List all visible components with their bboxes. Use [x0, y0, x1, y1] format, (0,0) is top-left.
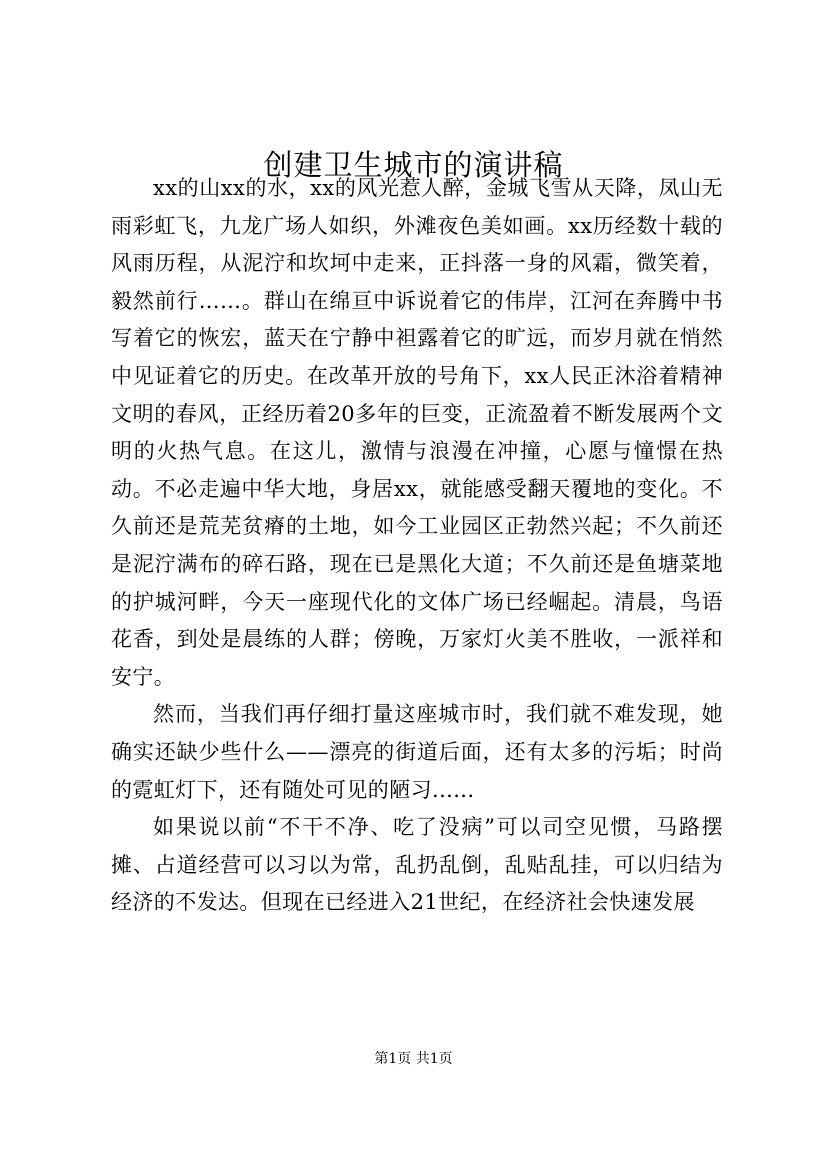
page-footer: 第1页 共1页	[374, 1051, 453, 1067]
paragraph-1: xx的山xx的水，xx的风光惹人醉，金城飞雪从天降，凤山无雨彩虹飞，九龙广场人如织，外滩夜色美如画。xx历经数十载的风雨历程，从泥泞和坎坷中走来，正抖落一身的风霜，微笑着，毅然前行……。群山在绵亘中诉说着它的伟岸，江河在奔腾中书写着它的恢宏，蓝天在宁静中袒露着它的旷远，而岁月就在悄然中见证着它的历史。在改革开放的号角下，xx人民正沐浴着精神文明的春风，正经历着20多年的巨变，正流盈着不断发展两个文明的火热气息。在这儿，激情与浪漫在冲撞，心愿与憧憬在热动。不必走遍中华大地，身居xx，就能感受翻天覆地的变化。不久前还是荒芜贫瘠的土地，如今工业园区正勃然兴起；不久前还是泥泞满布的碎石路，现在已是黑化大道；不久前还是鱼塘菜地的护城河畔，今天一座现代化的文体广场已经崛起。清晨，鸟语花香，到处是晨练的人群；傍晚，万家灯火美不胜收，一派祥和安宁。	[111, 176, 723, 689]
paragraph-3: 如果说以前“不干不净、吃了没病”可以司空见惯，马路摆摊、占道经营可以习以为常，乱扔乱倒，乱贴乱挂，可以归结为经济的不发达。但现在已经进入21世纪，在经济社会快速发展	[111, 815, 723, 915]
paragraph-2: 然而，当我们再仔细打量这座城市时，我们就不难发现，她确实还缺少些什么——漂亮的街道后面，还有太多的污垢；时尚的霓虹灯下，还有随处可见的陋习......	[111, 702, 723, 802]
document-title: 创建卫生城市的演讲稿	[263, 148, 564, 182]
document-body	[111, 170, 723, 922]
